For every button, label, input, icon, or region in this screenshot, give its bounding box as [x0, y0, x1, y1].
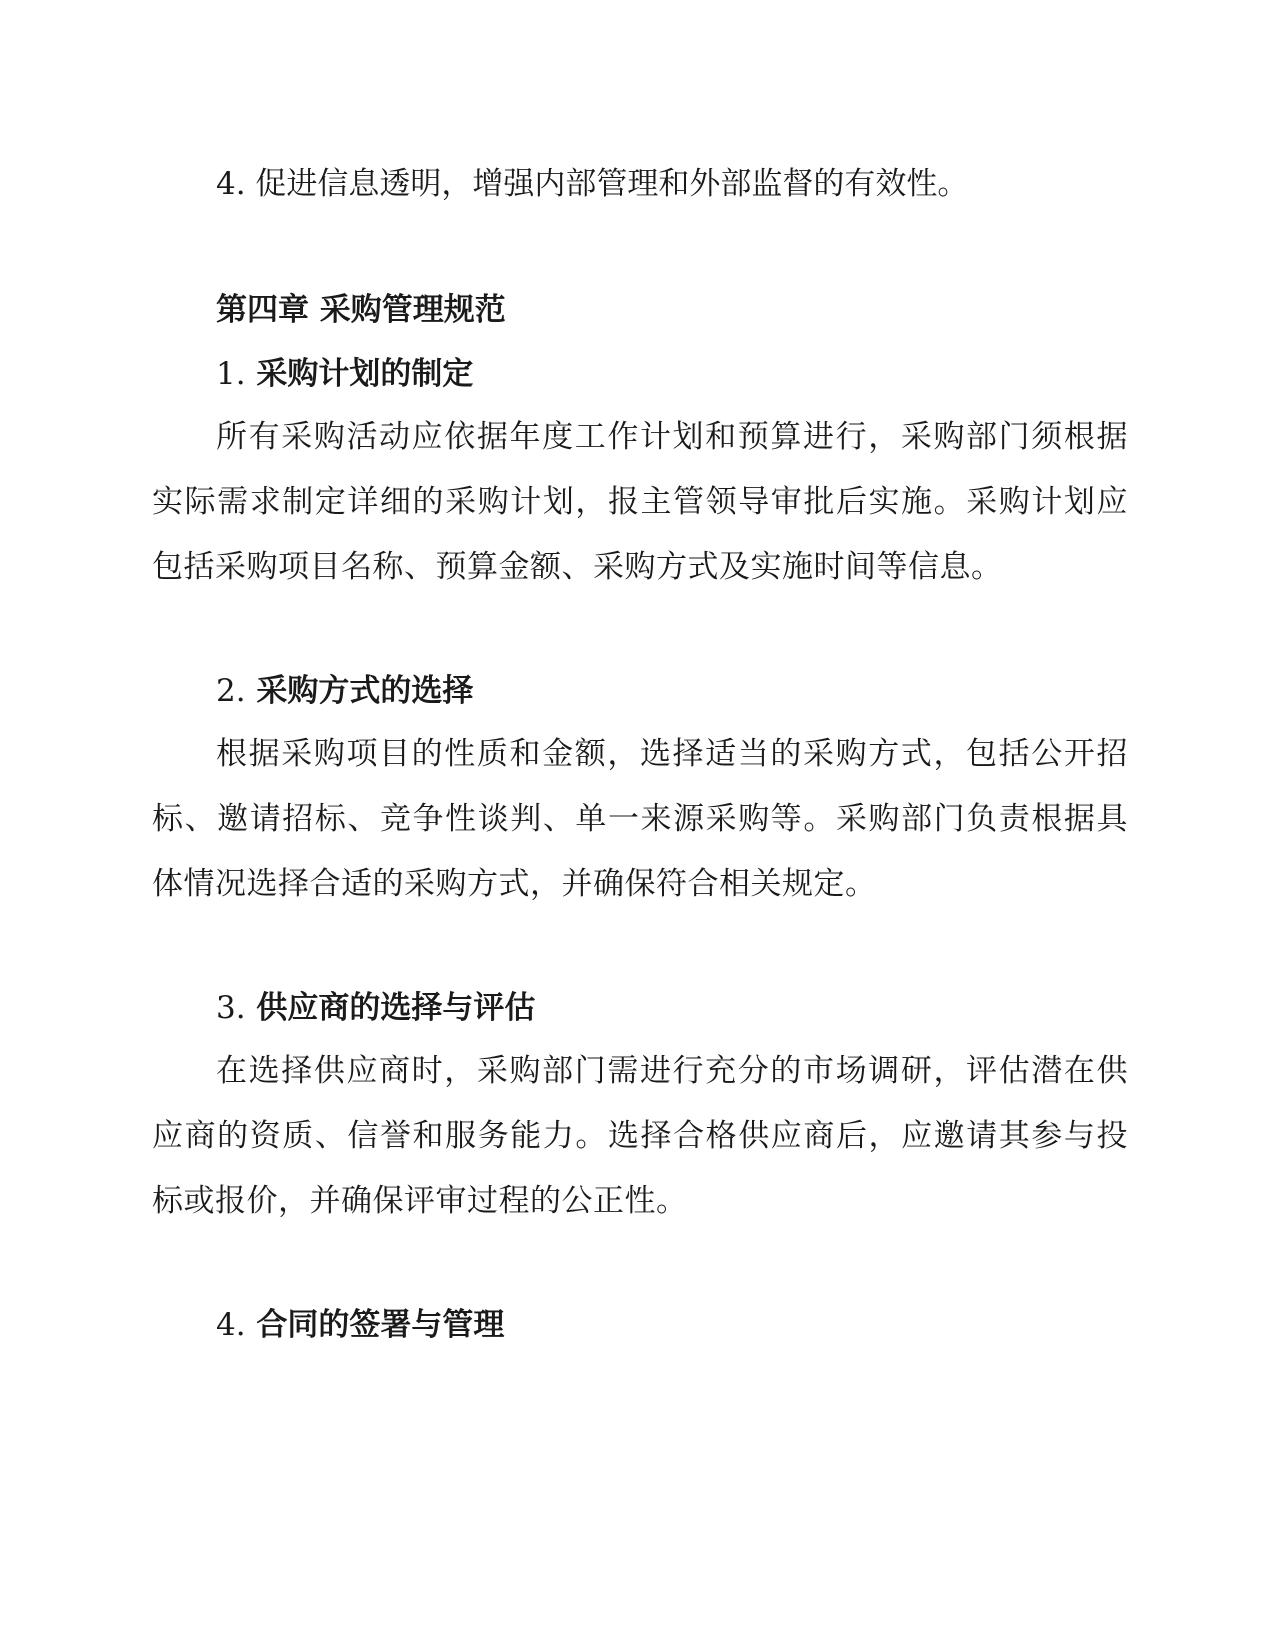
section-title: 采购计划的制定 — [256, 356, 474, 392]
section-paragraph: 根据采购项目的性质和金额，选择适当的采购方式，包括公开招标、邀请招标、竞争性谈判、单一来源采购等。采购部门负责根据具体情况选择合适的采购方式，并确保符合相关规定。 — [152, 736, 1128, 902]
section-number: 1. — [216, 356, 246, 392]
chapter-title: 第四章 采购管理规范 — [216, 292, 506, 328]
section-heading — [216, 976, 1196, 1040]
section-number: 4. — [216, 1307, 246, 1343]
section-paragraph: 所有采购活动应依据年度工作计划和预算进行，采购部门须根据实际需求制定详细的采购计划，报主管领导审批后实施。采购计划应包括采购项目名称、预算金额、采购方式及实施时间等信息。 — [152, 419, 1128, 585]
section-heading — [216, 342, 1196, 406]
section-paragraph: 在选择供应商时，采购部门需进行充分的市场调研，评估潜在供应商的资质、信誉和服务能力。选择合格供应商后，应邀请其参与投标或报价，并确保评审过程的公正性。 — [152, 1053, 1128, 1219]
intro-list-item: 4. 促进信息透明，增强内部管理和外部监督的有效性。 — [216, 166, 969, 202]
section-title: 合同的签署与管理 — [256, 1307, 505, 1343]
section-title: 供应商的选择与评估 — [256, 990, 536, 1026]
section-number: 3. — [216, 990, 246, 1026]
section-heading — [216, 659, 1196, 723]
section-heading — [216, 1293, 1196, 1357]
section-title: 采购方式的选择 — [256, 673, 474, 709]
section-number: 2. — [216, 673, 246, 709]
